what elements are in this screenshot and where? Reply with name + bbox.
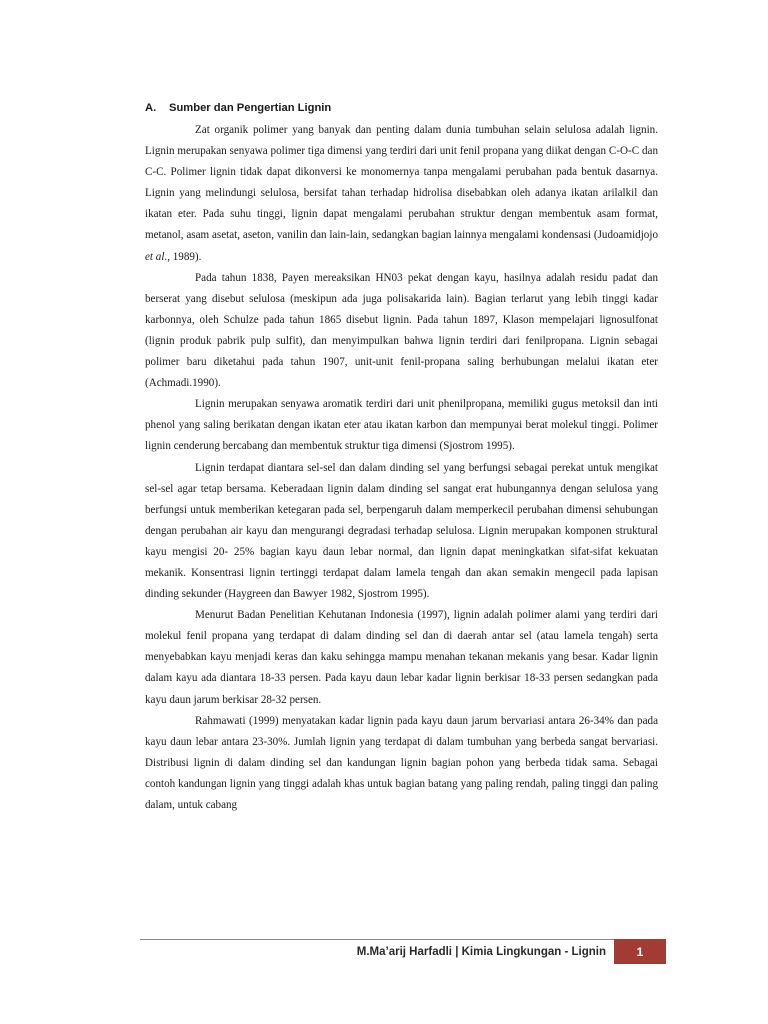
footer-divider — [140, 939, 666, 940]
footer-text: M.Ma’arij Harfadli | Kimia Lingkungan - Lignin — [356, 946, 606, 958]
paragraph-6: Rahmawati (1999) menyatakan kadar lignin pada kayu daun jarum bervariasi antara 26-34% dan pada kayu daun lebar antara 23-30%. Jumlah lignin yang terdapat di dalam tumbuhan yang berbeda sangat bervariasi. Distribusi lignin di dalam dinding sel dan kandungan lignin bagian pohon yang berbeda tidak sama. Sebagai contoh kandungan lignin yang tinggi adalah khas untuk bagian batang yang paling rendah, paling tinggi dan paling dalam, untuk cabang — [145, 714, 658, 811]
paragraph-2: Pada tahun 1838, Payen mereaksikan HN03 pekat dengan kayu, hasilnya adalah residu padat dan berserat yang disebut selulosa (meskipun ada juga polisakarida lain). Bagian terlarut yang lebih tinggi kadar karbonnya, oleh Schulze pada tahun 1865 disebut lignin. Pada tahun 1897, Klason mempelajari lignosulfonat (lignin produk pabrik pulp sulfit), dan menyimpulkan bahwa lignin terdiri dari fenilpropana. Lignin sebagai polimer baru diketahui pada tahun 1907, unit-unit fenil-propana saling berhubungan melalui ikatan eter (Achmadi.1990). — [145, 271, 658, 390]
paragraph-1-text: Zat organik polimer yang banyak dan penting dalam dunia tumbuhan selain selulosa adalah lignin. Lignin merupakan senyawa polimer tiga dimensi yang terdiri dari unit fenil propana yang diikat dengan C-O-C dan C-C. Polimer lignin tidak dapat dikonversi ke monomernya tanpa mengalami perubahan pada bentuk dasarnya. Lignin yang melindungi selulosa, bersifat tahan terhadap hidrolisa disebabkan oleh adanya ikatan arilalkil dan ikatan eter. Pada suhu tinggi, lignin dapat mengalami perubahan struktur dengan membentuk asam format, metanol, asam asetat, aseton, vanilin dan lain-lain, sedangkan bagian lainnya mengalami kondensasi (Judoamidjojo — [145, 124, 658, 242]
page-number-badge — [614, 939, 666, 964]
paragraph-1-italic: et al — [145, 250, 165, 263]
paragraph-4: Lignin terdapat diantara sel-sel dan dalam dinding sel yang berfungsi sebagai perekat untuk mengikat sel-sel agar tetap bersama. Keberadaan lignin dalam dinding sel sangat erat hubungannya dengan selulosa yang berfungsi untuk memberikan ketegaran pada sel, berpengaruh dalam memperkecil perubahan dimensi sehubungan dengan perubahan air kayu dan mengurangi degradasi terhadap selulosa. Lignin merupakan komponen struktural kayu mengisi 20- 25% bagian kayu daun lebar normal, dan lignin dapat meningkatkan sifat-sifat kekuatan mekanik. Konsentrasi lignin tertinggi terdapat dalam lamela tengah dan akan semakin mengecil pada lapisan dinding sekunder (Haygreen dan Bawyer 1982, Sjostrom 1995). — [145, 461, 658, 601]
paragraph-3: Lignin merupakan senyawa aromatik terdiri dari unit phenilpropana, memiliki gugus metoksil dan inti phenol yang saling berikatan dengan ikatan eter atau ikatan karbon dan mempunyai berat molekul tinggi. Polimer lignin cenderung bercabang dan membentuk struktur tiga dimensi (Sjostrom 1995). — [145, 398, 658, 453]
paragraph-1-citation-end: ., 1989). — [164, 250, 202, 263]
section-title: Sumber dan Pengertian Lignin — [169, 102, 332, 114]
section-number: A. — [145, 102, 157, 114]
body-content — [145, 98, 658, 816]
paragraph-5: Menurut Badan Penelitian Kehutanan Indonesia (1997), lignin adalah polimer alami yang terdiri dari molekul fenil propana yang terdapat di dalam dinding sel dan di daerah antar sel (atau lamela tengah) serta menyebabkan kayu menjadi keras dan kaku sehingga mampu menahan tekanan mekanis yang besar. Kadar lignin dalam kayu ada diantara 18-33 persen. Pada kayu daun lebar kadar lignin berkisar 18-33 persen sedangkan pada kayu daun jarum berkisar 28-32 persen. — [145, 609, 658, 706]
section-heading — [145, 98, 658, 119]
page-number: 1 — [636, 944, 644, 959]
paragraph-1 — [145, 120, 658, 268]
